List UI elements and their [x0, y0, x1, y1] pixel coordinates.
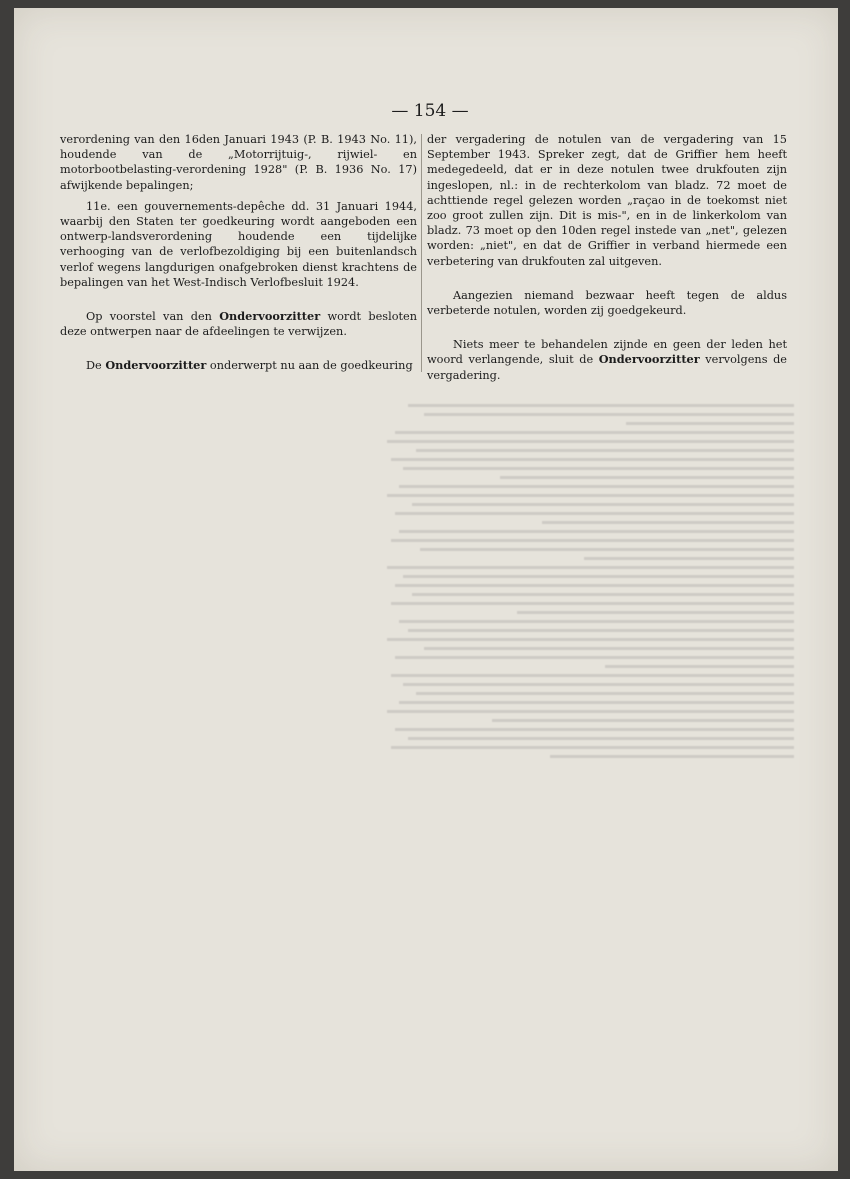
left-column [60, 132, 417, 374]
column-divider [421, 134, 422, 372]
left-paragraph-2: 11e. een gouvernements-depêche dd. 31 Januari 1944, waarbij den Staten ter goedkeuring wordt aangeboden een ontwerp-landsverordening houdende een tijdelijke verhooging van de verlofbezoldiging bij een buitenlandsch verlof wegens langdurigen onafgebroken dienst krachtens de bepalingen van het West-Indisch Verlofbesluit 1924. [60, 199, 417, 289]
left-p4-speaker: Ondervoorzitter [105, 358, 207, 373]
right-paragraph-1: der vergadering de notulen van de vergadering van 15 September 1943. Spreker zegt, dat de Griffier hem heeft medegedeeld, dat er in deze notulen twee drukfouten zijn ingeslopen, nl.: in de rechterkolom van bladz. 72 moet de achttiende regel gelezen worden „raçao in de toekomst niet zoo groot zullen zijn. Dit is mis-", en in de linkerkolom van bladz. 73 moet op den 10den regel instede van „net", gelezen worden: „niet", en dat de Griffier in verband hiermede een verbetering van drukfouten zal uitgeven. [427, 133, 787, 268]
left-paragraph-4 [60, 358, 417, 373]
page-number: — 154 — [391, 101, 469, 121]
right-paragraph-3 [427, 337, 787, 383]
left-paragraph-3 [60, 309, 417, 339]
right-p3-speaker: Ondervoorzitter [598, 352, 700, 367]
left-p3-speaker: Ondervoorzitter [219, 309, 321, 324]
left-p3-text-end: wordt besloten deze ontwerpen naar de afdeelingen te verwijzen. [60, 310, 417, 339]
left-p4-text-start: De [86, 359, 106, 373]
left-p4-text-end: onderwerpt nu aan de goedkeuring [206, 359, 413, 373]
bleed-through-text [374, 398, 794, 1118]
left-p3-text-start: Op voorstel van den [86, 310, 220, 324]
right-paragraph-2: Aangezien niemand bezwaar heeft tegen de aldus verbeterde notulen, worden zij goedgekeurd. [427, 288, 787, 318]
right-p3-text-end: vervolgens de vergadering. [427, 353, 787, 382]
right-column [427, 132, 787, 383]
left-paragraph-1: verordening van den 16den Januari 1943 (P. B. 1943 No. 11), houdende van de „Motorrijtuig-, rijwiel- en motorbootbelasting-verordening 1928" (P. B. 1936 No. 17) afwijkende bepalingen; [60, 133, 417, 192]
right-p3-text-start: Niets meer te behandelen zijnde en geen der leden het woord verlangende, sluit de [427, 338, 787, 367]
